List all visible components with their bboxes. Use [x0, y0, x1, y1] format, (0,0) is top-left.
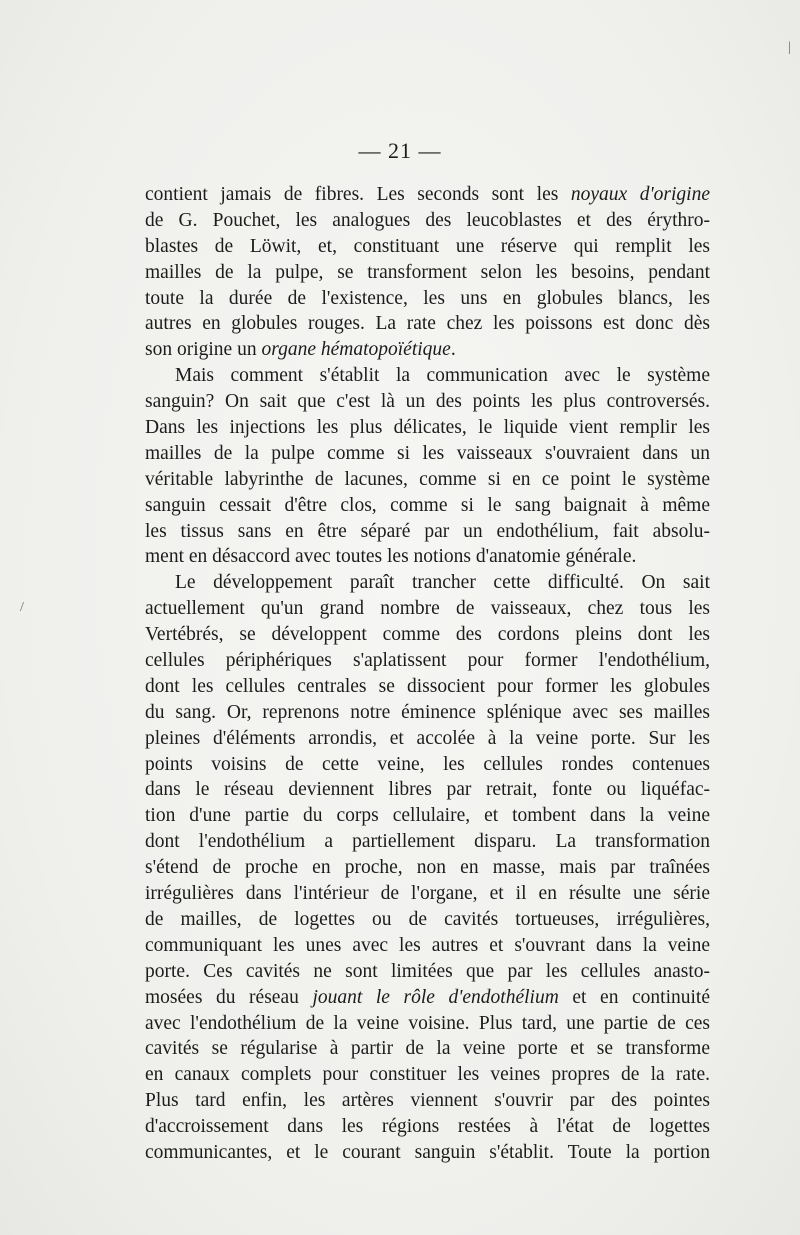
- italic-text: noyaux d'origine: [570, 184, 710, 205]
- text-line: [145, 311, 710, 337]
- text-run: s'étend de proche en proche, non en masse, mais par traînées: [145, 857, 710, 879]
- text-run: cavités se régularise à partir de la veine porte et se transforme: [145, 1038, 710, 1060]
- margin-mark: |: [788, 40, 791, 55]
- text-line: [145, 337, 710, 363]
- text-line: [145, 829, 710, 855]
- text-line: [145, 1114, 710, 1140]
- margin-mark: /: [20, 600, 24, 615]
- text-run: avec l'endothélium de la veine voisine. Plus tard, une partie de ces: [145, 1012, 710, 1034]
- text-run: véritable labyrinthe de lacunes, comme si en ce point le système: [145, 468, 710, 490]
- text-line: [145, 363, 710, 389]
- text-line: [145, 1088, 710, 1114]
- page-number: — 21 —: [358, 138, 442, 163]
- text-line: [145, 985, 710, 1011]
- text-line: [145, 1011, 710, 1037]
- text-run: Dans les injections les plus délicates, le liquide vient remplir les: [145, 417, 710, 439]
- text-line: [145, 441, 710, 467]
- text-line: [145, 959, 710, 985]
- body-text: [145, 182, 710, 1166]
- text-run: communicantes, et le courant sanguin s'établit. Toute la portion: [145, 1141, 710, 1163]
- text-run: sanguin? On sait que c'est là un des points les plus controversés.: [145, 391, 710, 413]
- text-run: de mailles, de logettes ou de cavités tortueuses, irrégulières,: [145, 908, 710, 930]
- text-run: d'accroissement dans les régions restées à l'état de logettes: [145, 1116, 710, 1138]
- text-line: [145, 467, 710, 493]
- italic-text: organe hématopoïétique: [261, 339, 451, 361]
- text-line: [145, 855, 710, 881]
- text-line: [145, 493, 710, 519]
- text-line: [145, 286, 710, 312]
- text-run: contient jamais de fibres. Les seconds sont les: [145, 184, 571, 205]
- text-run: mailles de la pulpe comme si les vaisseaux s'ouvraient dans un: [145, 442, 710, 464]
- text-line: [145, 415, 710, 441]
- text-run: cellules périphériques s'aplatissent pour former l'endothélium,: [145, 650, 710, 672]
- text-run: Plus tard enfin, les artères viennent s'ouvrir par des pointes: [145, 1090, 710, 1112]
- text-line: [145, 648, 710, 674]
- text-line: [145, 881, 710, 907]
- text-run: son origine un: [145, 339, 262, 361]
- text-line: [145, 389, 710, 415]
- text-run: de G. Pouchet, les analogues des leucoblastes et des érythro-: [145, 209, 710, 231]
- text-run: .: [450, 339, 456, 361]
- text-line: [145, 907, 710, 933]
- text-line: [145, 234, 710, 260]
- text-run: mailles de la pulpe, se transforment selon les besoins, pendant: [145, 261, 710, 283]
- text-line: [145, 933, 710, 959]
- text-run: ment en désaccord avec toutes les notions d'anatomie générale.: [145, 546, 637, 568]
- text-run: irrégulières dans l'intérieur de l'organe, et il en résulte une série: [145, 883, 710, 905]
- text-run: du sang. Or, reprenons notre éminence splénique avec ses mailles: [145, 701, 710, 723]
- text-line: [145, 622, 710, 648]
- text-run: pleines d'éléments arrondis, et accolée à la veine porte. Sur les: [145, 727, 710, 749]
- text-line: [145, 1036, 710, 1062]
- text-line: [145, 519, 710, 545]
- text-line: [145, 570, 710, 596]
- text-line: [145, 1140, 710, 1166]
- text-run: en canaux complets pour constituer les veines propres de la rate.: [145, 1064, 710, 1086]
- text-run: Mais comment s'établit la communication avec le système: [175, 365, 710, 387]
- text-run: porte. Ces cavités ne sont limitées que par les cellules anasto-: [145, 960, 710, 982]
- text-run: Le développement paraît trancher cette difficulté. On sait: [175, 572, 710, 594]
- text-line: [145, 260, 710, 286]
- italic-text: jouant le rôle d'endothélium: [312, 986, 559, 1008]
- text-run: communiquant les unes avec les autres et s'ouvrant dans la veine: [145, 934, 710, 956]
- text-run: dans le réseau deviennent libres par retrait, fonte ou liquéfac-: [145, 779, 710, 801]
- text-line: [145, 674, 710, 700]
- text-line: [145, 803, 710, 829]
- text-run: autres en globules rouges. La rate chez les poissons est donc dès: [145, 313, 710, 335]
- text-line: [145, 752, 710, 778]
- text-line: [145, 777, 710, 803]
- text-line: [145, 182, 710, 208]
- text-line: [145, 208, 710, 234]
- text-run: toute la durée de l'existence, les uns en globules blancs, les: [145, 287, 710, 309]
- text-run: mosées du réseau: [145, 986, 313, 1008]
- text-run: Vertébrés, se développent comme des cordons pleins dont les: [145, 624, 710, 646]
- text-run: points voisins de cette veine, les cellules rondes contenues: [145, 753, 710, 775]
- text-run: actuellement qu'un grand nombre de vaisseaux, chez tous les: [145, 598, 710, 620]
- text-run: dont l'endothélium a partiellement disparu. La transformation: [145, 831, 710, 853]
- text-run: les tissus sans en être séparé par un endothélium, fait absolu-: [145, 520, 710, 542]
- text-run: sanguin cessait d'être clos, comme si le sang baignait à même: [145, 494, 710, 516]
- text-line: [145, 726, 710, 752]
- text-line: [145, 544, 710, 570]
- text-run: et en continuité: [558, 986, 711, 1008]
- text-run: tion d'une partie du corps cellulaire, et tombent dans la veine: [145, 805, 710, 827]
- text-line: [145, 700, 710, 726]
- text-line: [145, 596, 710, 622]
- text-run: blastes de Löwit, et, constituant une réserve qui remplit les: [145, 235, 710, 257]
- text-run: dont les cellules centrales se dissocient pour former les globules: [145, 675, 710, 697]
- text-line: [145, 1062, 710, 1088]
